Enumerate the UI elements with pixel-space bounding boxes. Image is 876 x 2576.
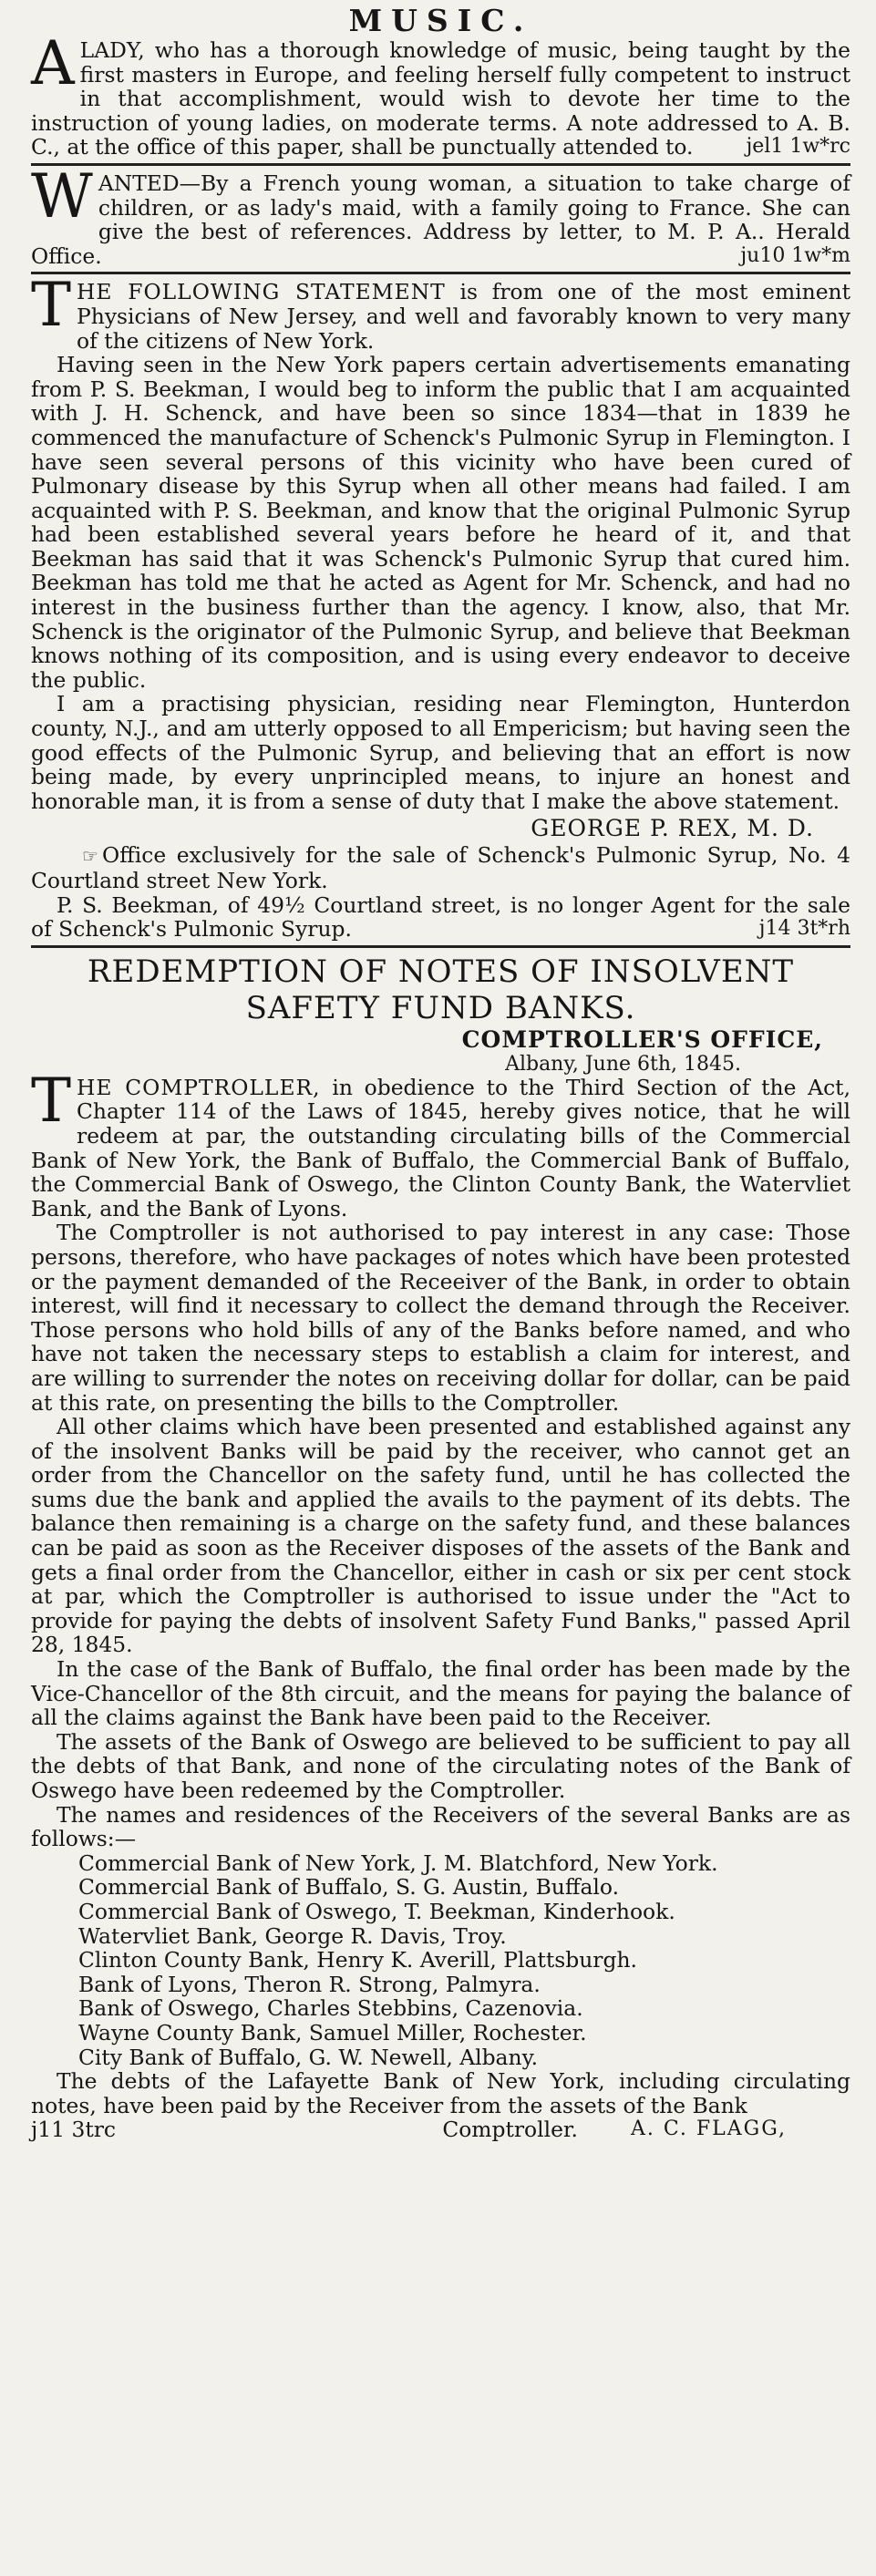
- redemption-p2: The Comptroller is not authorised to pay interest in any case: Those persons, therefore, who have packages of notes which have been protested or the payment demanded of the Receeiver of the Bank, in order to obtain interest, will find it necessary to collect the demand through the Receiver. Those persons who hold bills of any of the Banks before named, and who have not taken the necessary steps to establish a claim for interest, and are willing to surrender the notes on receiving dollar for dollar, can be paid at this rate, on presenting the bills to the Comptroller.: [31, 1220, 850, 1416]
- redemption-signer: A. C. FLAGG,: [630, 2117, 787, 2141]
- list-item: Wayne County Bank, Samuel Miller, Rochester.: [78, 2019, 587, 2045]
- statement-ad: [31, 270, 851, 943]
- list-item: City Bank of Buffalo, G. W. Newell, Albany.: [78, 2044, 539, 2070]
- statement-lead-rest: is from one of the most eminent Physicians of New Jersey, and well and favorably known to very many of the citizens of New York.: [77, 279, 851, 354]
- list-item: Clinton County Bank, Henry K. Averill, Plattsburgh.: [78, 1947, 637, 1973]
- list-item: Bank of Lyons, Theron R. Strong, Palmyra.: [78, 1971, 541, 1997]
- statement-notice2: P. S. Beekman, of 49½ Courtland street, is no longer Agent for the sale of Schenck's Pulmonic Syrup.: [31, 891, 850, 943]
- statement-notice1: Office exclusively for the sale of Schenck's Pulmonic Syrup, No. 4 Courtland street New York.: [31, 842, 850, 893]
- pointing-hand-icon: ☞: [82, 845, 98, 868]
- redemption-notice: [31, 953, 850, 2142]
- divider: [31, 945, 850, 948]
- statement-signature: GEORGE P. REX, M. D.: [531, 815, 814, 842]
- list-item: Commercial Bank of New York, J. M. Blatchford, New York.: [78, 1850, 718, 1876]
- wanted-ad: [31, 160, 850, 269]
- redemption-office: COMPTROLLER'S OFFICE,: [461, 1025, 823, 1053]
- redemption-date: Albany, June 6th, 1845.: [505, 1052, 741, 1076]
- music-ad: [31, 4, 850, 160]
- wanted-ref: ju10 1w*m: [740, 243, 850, 267]
- wanted-body: ANTED—By a French young woman, a situation to take charge of children, or as lady's maid, with a family going to France. She can give the best of references. Address by letter, to M. P. A.. Herald Office.: [31, 170, 850, 269]
- music-body: LADY, who has a thorough knowledge of music, being taught by the first masters in Europe, and feeling herself fully competent to instruct in that accomplishment, would wish to devote her time to the instruction of young ladies, on moderate terms. A note addressed to A. B. C., at the office of this paper, shall be punctually attended to.: [31, 37, 850, 160]
- divider: [31, 272, 850, 274]
- redemption-signer-title: Comptroller.: [442, 2117, 578, 2143]
- music-ref: jel1 1w*rc: [746, 135, 850, 159]
- redemption-p5: The assets of the Bank of Oswego are believed to be sufficient to pay all the debts of that Bank, and none of the circulating notes of the Bank of Oswego have been redeemed by the Comptroller.: [31, 1728, 850, 1803]
- list-item: Bank of Oswego, Charles Stebbins, Cazenovia.: [78, 1995, 583, 2022]
- divider: [31, 163, 850, 166]
- redemption-ref: j11 3trc: [31, 2117, 117, 2143]
- wanted-dropcap: W: [31, 160, 93, 232]
- list-item: Commercial Bank of Buffalo, S. G. Austin, Buffalo.: [78, 1874, 619, 1901]
- redemption-title-line2: SAFETY FUND BANKS.: [245, 989, 636, 1026]
- music-heading: MUSIC.: [348, 3, 533, 38]
- music-dropcap: A: [31, 28, 75, 98]
- statement-lead: HE FOLLOWING STATEMENT: [77, 279, 446, 305]
- redemption-p4: In the case of the Bank of Buffalo, the final order has been made by the Vice-Chancellor of the 8th circuit, and the means for paying the balance of all the claims against the Bank have been paid to the Receiver.: [31, 1656, 850, 1731]
- statement-ref: j14 3t*rh: [758, 917, 850, 941]
- redemption-p7: The debts of the Lafayette Bank of New York, including circulating notes, have been paid by the Receiver from the assets of the Bank: [31, 2068, 850, 2118]
- statement-p1: Having seen in the New York papers certain advertisements emanating from P. S. Beekman, I would beg to inform the public that I am acquainted with J. H. Schenck, and have been so since 1834—that in 1839 he commenced the manufacture of Schenck's Pulmonic Syrup in Flemington. I have seen several persons of this vicinity who have been cured of Pulmonary disease by this Syrup when all other means had failed. I am acquainted with P. S. Beekman, and know that the original Pulmonic Syrup had been established several years before he heard of it, and that Beekman has said that it was Schenck's Pulmonic Syrup that cured him. Beekman has told me that he acted as Agent for Mr. Schenck, and had no interest in the business further than the agency. I know, also, that Mr. Schenck is the originator of the Pulmonic Syrup, and believe that Beekman knows nothing of its composition, and is using every endeavor to deceive the public.: [31, 352, 850, 693]
- redemption-title-line1: REDEMPTION OF NOTES OF INSOLVENT: [87, 953, 795, 990]
- redemption-p6: The names and residences of the Receivers of the several Banks are as follows:—: [31, 1801, 850, 1852]
- redemption-dropcap: T: [31, 1065, 72, 1136]
- redemption-intro: in obedience to the Third Section of the Act, Chapter 114 of the Laws of 1845, hereby gives notice, that he will redeem at par, the outstanding circulating bills of the Commercial Bank of New York, the Bank of Buffalo, the Commercial Bank of Buffalo, the Commercial Bank of Oswego, the Clinton County Bank, the Watervliet Bank, and the Bank of Lyons.: [31, 1074, 851, 1221]
- redemption-intro-lead: HE COMPTROLLER,: [77, 1074, 321, 1100]
- receivers-list: [31, 1851, 850, 2069]
- redemption-p3: All other claims which have been presented and established against any of the insolvent Banks will be paid by the receiver, who cannot get an order from the Chancellor on the safety fund, until he has collected the sums due the bank and applied the avails to the payment of its debts. The balance then remaining is a charge on the safety fund, and these balances can be paid as soon as the Receiver disposes of the assets of the Bank and gets a final order from the Chancellor, either in cash or six per cent stock at par, which the Comptroller is authorised to issue under the "Act to provide for paying the debts of insolvent Safety Fund Banks," passed April 28, 1845.: [31, 1414, 850, 1658]
- list-item: Commercial Bank of Oswego, T. Beekman, Kinderhook.: [78, 1898, 675, 1924]
- statement-dropcap: T: [31, 270, 72, 341]
- list-item: Watervliet Bank, George R. Davis, Troy.: [78, 1922, 507, 1949]
- statement-p2: I am a practising physician, residing near Flemington, Hunterdon county, N.J., and am utterly opposed to all Empericism; but having seen the good effects of the Pulmonic Syrup, and believing that an effort is now being made, by every unprincipled means, to injure an honest and honorable man, it is from a sense of duty that I make the above statement.: [31, 691, 850, 814]
